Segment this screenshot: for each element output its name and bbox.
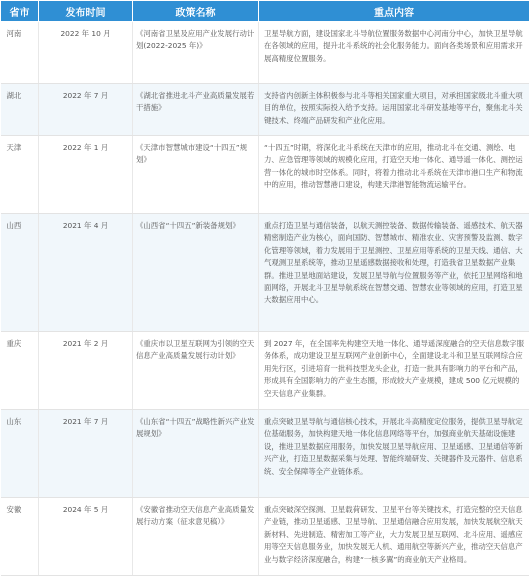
content-cell: 重点打造卫星与通信装备，以航天测控装备、数据传输装备、遥感技术、航天器精密制造产业为核心，面向国防、智慧城市、精准农业、灾害预警及监测、数字化管理等领域，着力发展用于卫星测控、卫星应用等系统的卫星天线、通信、大气观测卫星系统等，推动卫星遥感数据接收和处理，打造我省卫星数据产业集群。推进卫星地面站建设，发展卫星导航与位置服务等产业，依托卫星网络和地面网络，开展北斗卫星导航系统在智慧交通、智慧农业等领域的应用，打造卫星大数据应用中心。 xyxy=(259,214,529,332)
header-date: 发布时间 xyxy=(39,1,133,22)
header-policy: 政策名称 xyxy=(133,1,259,22)
table-row xyxy=(1,498,529,576)
policy-cell: 《重庆市以卫星互联网为引领的空天信息产业高质量发展行动计划》 xyxy=(133,332,259,410)
date-cell: 2022 年 10 月 xyxy=(39,22,133,84)
date-cell: 2022 年 7 月 xyxy=(39,84,133,136)
policy-cell: 《天津市智慧城市建设“十四五”规划》 xyxy=(133,136,259,214)
province-cell: 重庆 xyxy=(1,332,39,410)
date-cell: 2021 年 2 月 xyxy=(39,332,133,410)
table-row xyxy=(1,410,529,498)
province-cell: 河南 xyxy=(1,22,39,84)
table-row xyxy=(1,136,529,214)
policy-cell: 《安徽省推动空天信息产业高质量发展行动方案（征求意见稿）》 xyxy=(133,498,259,576)
date-cell: 2021 年 7 月 xyxy=(39,410,133,498)
policy-cell: 《河南省卫星及应用产业发展行动计划(2022-2025 年)》 xyxy=(133,22,259,84)
province-cell: 山西 xyxy=(1,214,39,332)
table-row xyxy=(1,332,529,410)
table-row xyxy=(1,84,529,136)
policy-cell: 《湖北省推进北斗产业高质量发展若干措施》 xyxy=(133,84,259,136)
policy-cell: 《山东省“十四五”战略性新兴产业发展规划》 xyxy=(133,410,259,498)
date-cell: 2024 年 5 月 xyxy=(39,498,133,576)
table-header-row xyxy=(1,1,529,22)
content-cell: 重点突破卫星导航与通信核心技术，开展北斗高精度定位服务，提供卫星导航定位基础服务，加快构建天地一体化信息网络等平台，加强商业航天基础设施建设，推进卫星数据应用服务，加快发展卫星导航应用、卫星遥感、卫星通信等新兴产业，打造卫星数据采集与处理、智能终端研发、关键器件及元器件、信息系统、安全保障等全产业链体系。 xyxy=(259,410,529,498)
policy-cell: 《山西省“十四五”新装备规划》 xyxy=(133,214,259,332)
province-cell: 安徽 xyxy=(1,498,39,576)
date-cell: 2022 年 1 月 xyxy=(39,136,133,214)
date-cell: 2021 年 4 月 xyxy=(39,214,133,332)
content-cell: 重点突破深空探测、卫星载荷研发、卫星平台等关键技术，打造完整的空天信息产业链，推动卫星遥感、卫星导航、卫星通信融合应用发展，加快发展航空航天新材料、先进制造、精密加工等产业，大力发展卫星互联网、北斗应用、遥感应用等空天信息服务业，加快发展无人机、通用航空等新兴产业，推动空天信息产业与数字经济深度融合，构建“一核多翼”的商业航天产业格局。 xyxy=(259,498,529,576)
content-cell: 支持省内创新主体积极参与北斗等相关国家重大项目，对承担国家级北斗重大项目的单位，按照实际投入给予支持。运用国家北斗研发基地等平台，聚焦北斗关键技术、终端产品研发和产业化应用。 xyxy=(259,84,529,136)
header-province: 省市 xyxy=(1,1,39,22)
province-cell: 天津 xyxy=(1,136,39,214)
province-cell: 湖北 xyxy=(1,84,39,136)
content-cell: “十四五”时期，将深化北斗系统在天津市的应用，推动北斗在交通、测绘、电力、应急管理等领域的规模化应用，打造空天地一体化、通导遥一体化、测控运营一体化的城市时空体系。同时，将着力推动北斗系统在天津市港口生产和物流中的应用，推动智慧港口建设，构建天津港智能物流运输平台。 xyxy=(259,136,529,214)
table-row xyxy=(1,22,529,84)
header-content: 重点内容 xyxy=(259,1,529,22)
content-cell: 到 2027 年，在全国率先构建空天地一体化、通导遥深度融合的空天信息数字服务体系，成功建设卫星互联网产业创新中心，全面建设北斗和卫星互联网综合应用先行区，引进培育一批科技型龙头企业，打造一批具有影响力的平台和产品，形成具有全国影响力的产业生态圈，形成较大产业规模，建成 500 亿元规模的空天信息产业集群。 xyxy=(259,332,529,410)
table-row xyxy=(1,214,529,332)
content-cell: 卫星导航方面，建设国家北斗导航位置服务数据中心河南分中心，加快卫星导航在各领域的应用，提升北斗系统的社会化服务能力。面向各类场景和应用需求开展高精度位置服务。 xyxy=(259,22,529,84)
province-cell: 山东 xyxy=(1,410,39,498)
